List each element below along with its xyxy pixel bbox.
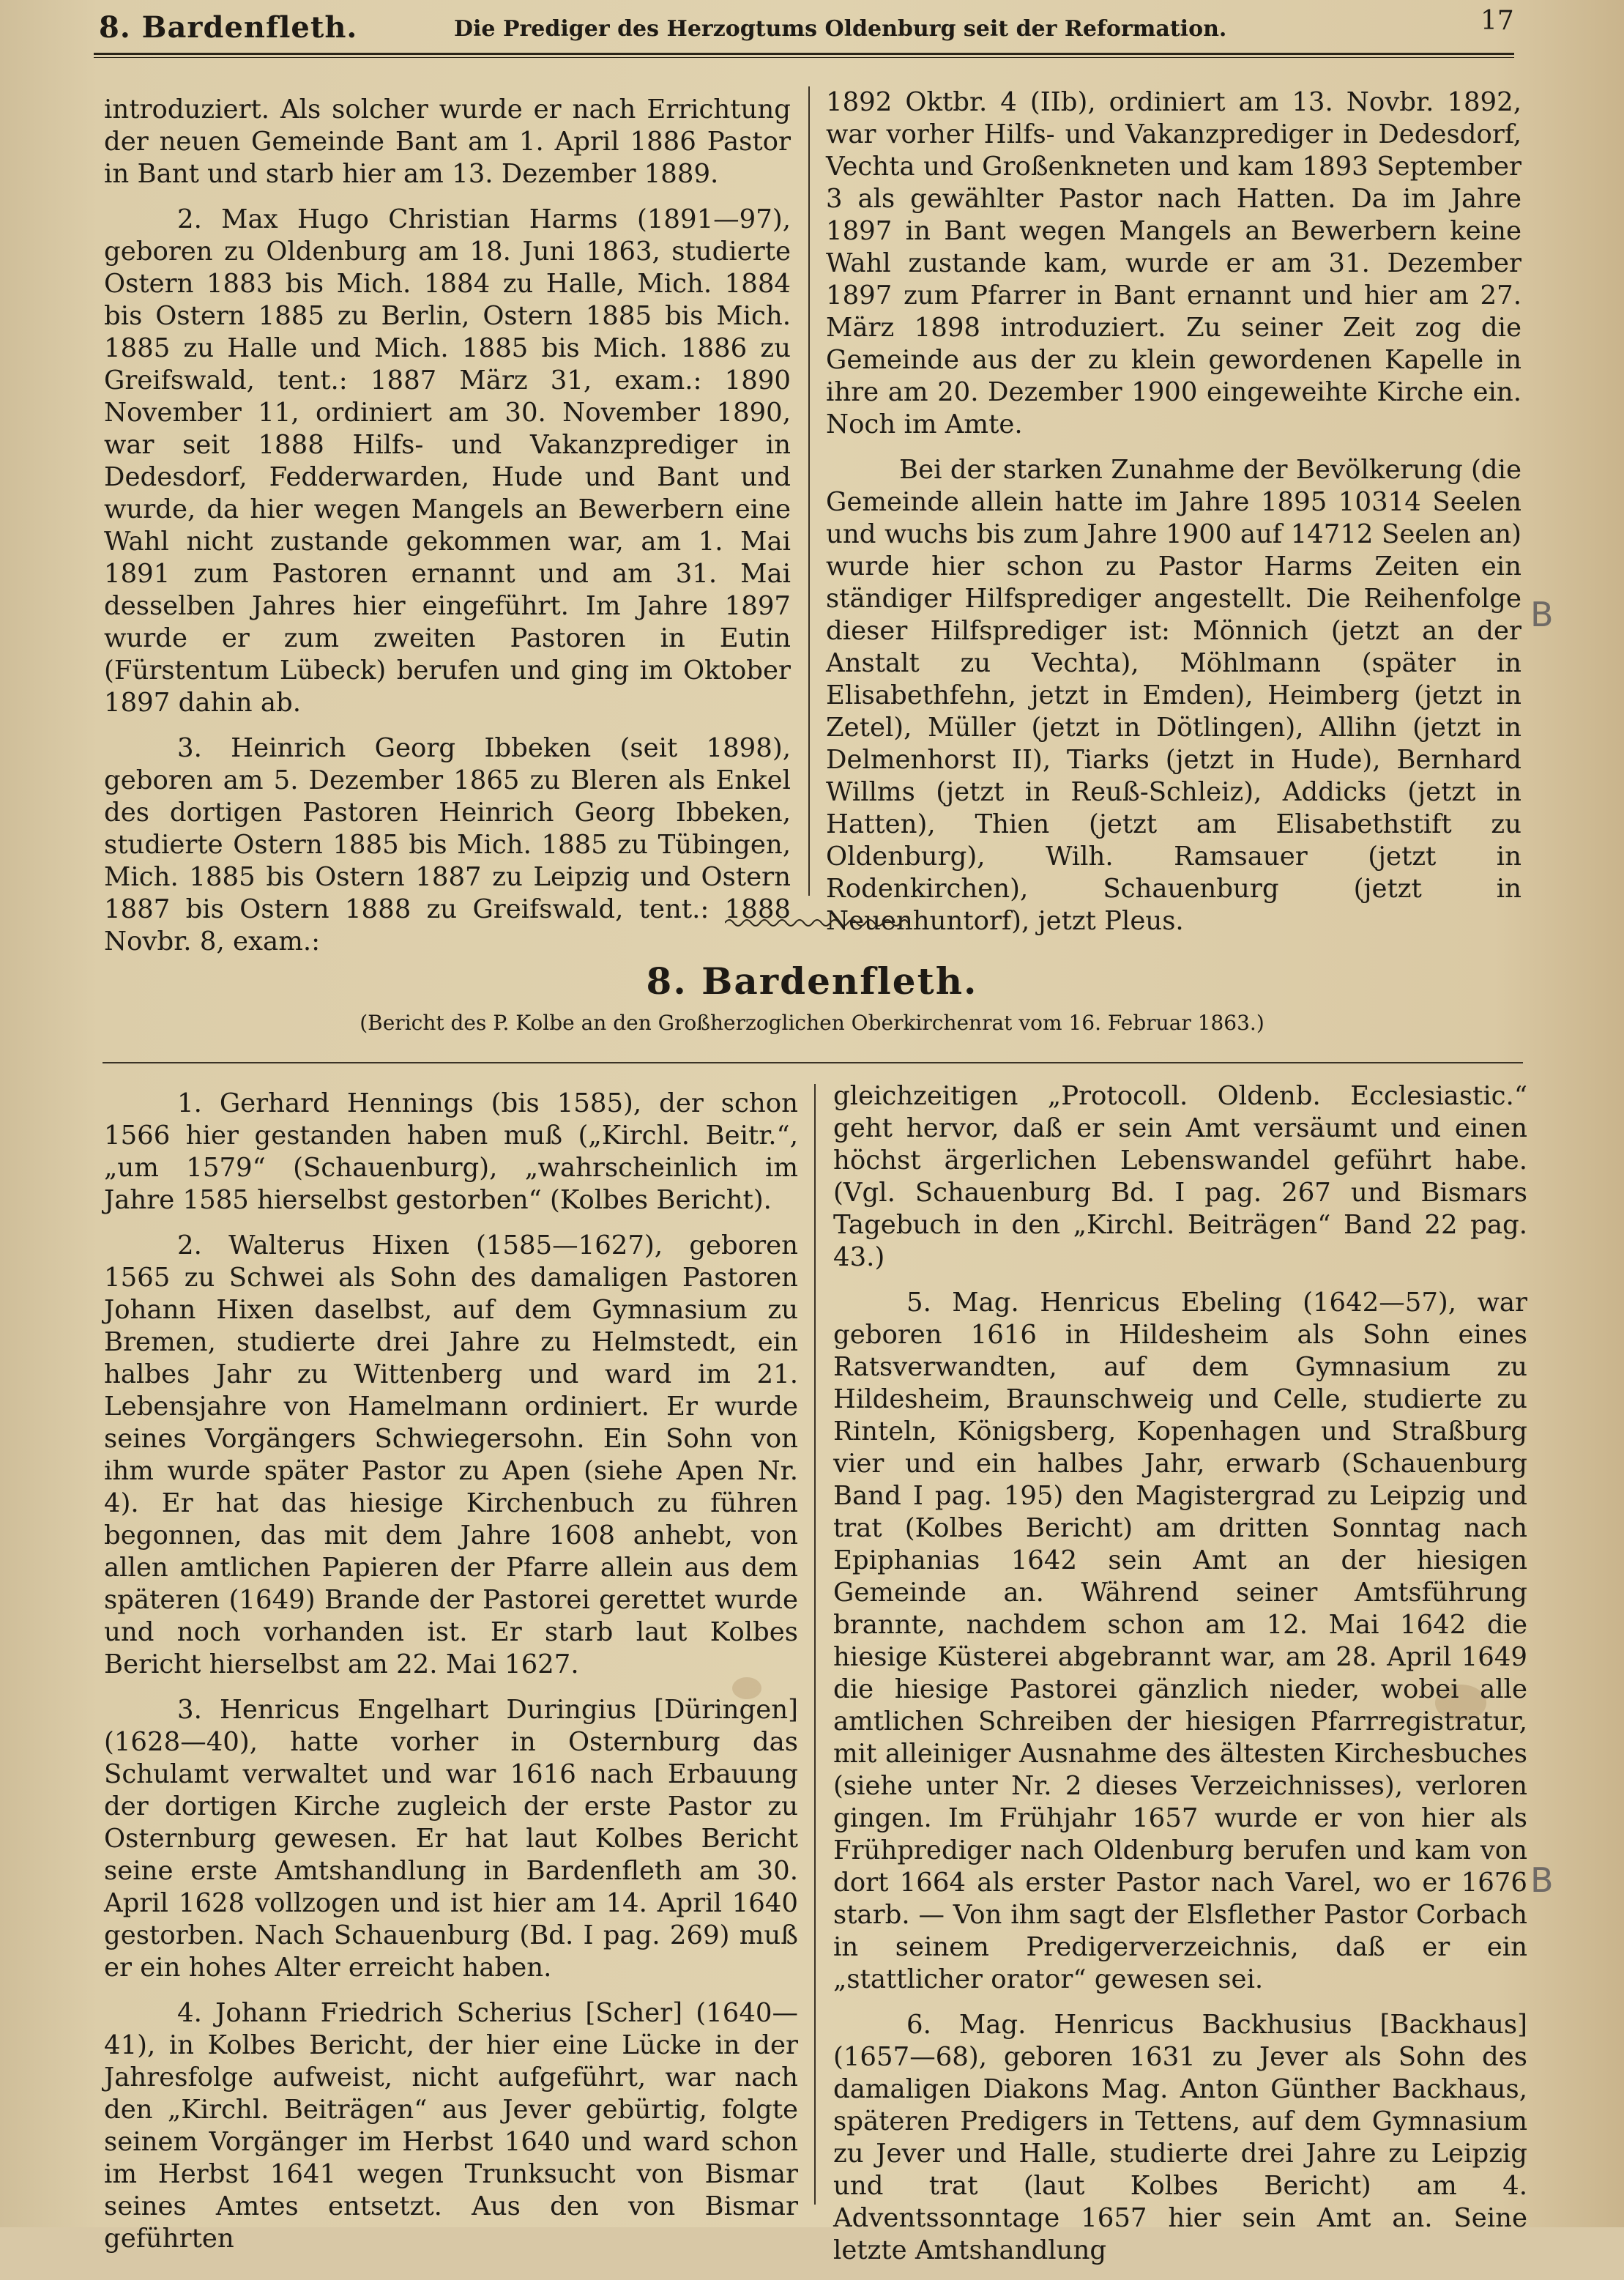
paragraph: gleichzeitigen „Protocoll. Oldenb. Ecclesiastic.“ geht hervor, daß er sein Amt versäumt und einen höchst ärgerlichen Lebenswandel geführt habe. (Vgl. Schauenburg Bd. I pag. 267 und Bismars Tagebuch in den „Kirchl. Beiträgen“ Band 22 pag. 43.) [833,1081,1527,1272]
bottom-column-left [104,1088,798,2268]
section-title: 8. Bardenfleth. [646,959,978,1003]
paragraph: 5. Mag. Henricus Ebeling (1642—57), war geboren 1616 in Hildesheim als Sohn eines Ratsverwandten, auf dem Gymnasium zu Hildesheim, Braunschweig und Celle, studierte zu Rinteln, Königsberg, Kopenhagen und Straßburg vier und ein halbes Jahr, erwarb (Schauenburg Band I pag. 195) den Magistergrad zu Leipzig und trat (Kolbes Bericht) am dritten Sonntag nach Epiphanias 1642 sein Amt an der hiesigen Gemeinde an. Während seiner Amtsführung brannte, nachdem schon am 12. Mai 1642 die hiesige Küsterei abgebrannt war, am 28. April 1649 die hiesige Pastorei gänzlich nieder, wobei alle amtlichen Schreiben der hiesigen Pfarrregistratur, mit alleiniger Ausnahme des ältesten Kirchesbuches (siehe unter Nr. 2 dieses Verzeichnisses), verloren gingen. Im Frühjahr 1657 wurde er von hier als Frühprediger nach Oldenburg berufen und kam von dort 1664 als erster Pastor nach Varel, wo er 1676 starb. — Von ihm sagt der Elsflether Pastor Corbach in seinem Predigerverzeichnis, daß er ein „stattlicher orator“ gewesen sei. [833,1288,1527,1994]
top-column-right [826,86,1521,951]
paragraph: 3. Henricus Engelhart Duringius [Düringen] (1628—40), hatte vorher in Osternburg das Schulamt verwaltet und war 1616 nach Erbauung der dortigen Kirche zugleich der erste Pastor zu Osternburg gewesen. Er hat laut Kolbes Bericht seine erste Amtshandlung in Bardenfleth am 30. April 1628 vollzogen und ist hier am 14. April 1640 gestorben. Nach Schauenburg (Bd. I pag. 269) muß er ein hohes Alter erreicht haben. [104,1695,798,1983]
header-rule [94,53,1514,55]
header-center: Die Prediger des Herzogtums Oldenburg seit der Reformation. [454,16,1227,42]
paragraph: 6. Mag. Henricus Backhusius [Backhaus] (1657—68), geboren 1631 zu Jever als Sohn des damaligen Diakons Mag. Anton Günther Backhaus, späteren Predigers in Tettens, auf dem Gymnasium zu Jever und Halle, studierte drei Jahre zu Leipzig und trat (laut Kolbes Bericht) am 4. Adventssonntage 1657 hier sein Amt an. Seine letzte Amtshandlung [833,2010,1527,2265]
paragraph: 4. Johann Friedrich Scherius [Scher] (1640—41), in Kolbes Bericht, der hier eine Lücke in der Jahresfolge aufweist, nicht aufgeführt, war nach den „Kirchl. Beiträgen“ aus Jever gebürtig, folgte seinem Vorgänger im Herbst 1640 und ward schon im Herbst 1641 wegen Trunksucht von Bismar seines Amtes entsetzt. Aus den von Bismar geführten [104,1998,798,2254]
page-number: 17 [1480,6,1514,36]
header-left: 8. Bardenfleth. [99,10,358,45]
header-rule-thin [94,57,1514,58]
paragraph: 2. Max Hugo Christian Harms (1891—97), geboren zu Oldenburg am 18. Juni 1863, studierte Ostern 1883 bis Mich. 1884 zu Halle, Mich. 1884 bis Ostern 1885 zu Berlin, Ostern 1885 bis Mich. 1885 zu Halle und Mich. 1885 bis Mich. 1886 zu Greifswald, tent.: 1887 März 31, exam.: 1890 November 11, ordiniert am 30. November 1890, war seit 1888 Hilfs- und Vakanzprediger in Dedesdorf, Fedderwarden, Hude und Bant und wurde, da hier wegen Mangels an Bewerbern eine Wahl nicht zustande gekommen war, am 1. Mai 1891 zum Pastoren ernannt und am 31. Mai desselben Jahres hier eingeführt. Im Jahre 1897 wurde er zum zweiten Pastoren in Eutin (Fürstentum Lübeck) berufen und ging im Oktober 1897 dahin ab. [104,204,791,718]
bottom-column-right [833,1080,1527,2280]
paragraph: Bei der starken Zunahme der Bevölkerung (die Gemeinde allein hatte im Jahre 1895 10314 Seelen und wuchs bis zum Jahre 1900 auf 14712 Seelen an) wurde hier schon zu Pastor Harms Zeiten ein ständiger Hilfsprediger angestellt. Die Reihenfolge dieser Hilfsprediger ist: Mönnich (jetzt an der Anstalt zu Vechta), Möhlmann (später in Elisabethfehn, jetzt in Emden), Heimberg (jetzt in Zetel), Müller (jetzt in Dötlingen), Allihn (jetzt in Delmenhorst II), Tiarks (jetzt in Hude), Bernhard Willms (jetzt in Reuß-Schleiz), Addicks (jetzt in Hatten), Thien (jetzt am Elisabethstift zu Oldenburg), Wilh. Ramsauer (jetzt in Rodenkirchen), Schauenburg (jetzt in Neuenhuntorf), jetzt Pleus. [826,455,1521,936]
pencil-mark: B [1530,1860,1554,1900]
paragraph: introduziert. Als solcher wurde er nach Errichtung der neuen Gemeinde Bant am 1. April 1886 Pastor in Bant und starb hier am 13. Dezember 1889. [104,94,791,189]
section-subtitle: (Bericht des P. Kolbe an den Großherzoglichen Oberkirchenrat vom 16. Februar 1863.) [360,1011,1264,1035]
top-column-left [104,94,791,971]
section-ornament [725,916,908,930]
paragraph: 2. Walterus Hixen (1585—1627), geboren 1565 zu Schwei als Sohn des damaligen Pastoren Johann Hixen daselbst, auf dem Gymnasium zu Bremen, studierte drei Jahre zu Helmstedt, ein halbes Jahr zu Wittenberg und ward im 21. Lebensjahre von Hamelmann ordiniert. Er wurde seines Vorgängers Schwiegersohn. Ein Sohn von ihm wurde später Pastor zu Apen (siehe Apen Nr. 4). Er hat das hiesige Kirchenbuch zu führen begonnen, das mit dem Jahre 1608 anhebt, von allen amtlichen Papieren der Pfarre allein aus dem späteren (1649) Brande der Pastorei gerettet wurde und noch vorhanden ist. Er starb laut Kolbes Bericht hierselbst am 22. Mai 1627. [104,1230,798,1679]
paragraph: 1892 Oktbr. 4 (IIb), ordiniert am 13. Novbr. 1892, war vorher Hilfs- und Vakanzprediger in Dedesdorf, Vechta und Großenkneten und kam 1893 September 3 als gewählter Pastor nach Hatten. Da im Jahre 1897 in Bant wegen Mangels an Bewerbern keine Wahl zustande kam, wurde er am 31. Dezember 1897 zum Pfarrer in Bant ernannt und hier am 27. März 1898 introduziert. Zu seiner Zeit zog die Gemeinde aus der zu klein gewordenen Kapelle in ihre am 20. Dezember 1900 eingeweihte Kirche ein. Noch im Amte. [826,87,1521,439]
section-rule [103,1062,1523,1063]
column-divider [808,86,810,896]
paragraph: 3. Heinrich Georg Ibbeken (seit 1898), geboren am 5. Dezember 1865 zu Bleren als Enkel des dortigen Pastoren Heinrich Georg Ibbeken, studierte Ostern 1885 bis Mich. 1885 zu Tübingen, Mich. 1885 bis Ostern 1887 zu Leipzig und Ostern 1887 bis Ostern 1888 zu Greifswald, tent.: 1888 Novbr. 8, exam.: [104,733,791,957]
pencil-mark: B [1530,595,1554,634]
paragraph: 1. Gerhard Hennings (bis 1585), der schon 1566 hier gestanden haben muß („Kirchl. Beitr.“, „um 1579“ (Schauenburg), „wahrscheinlich im Jahre 1585 hierselbst gestorben“ (Kolbes Bericht). [104,1088,798,1215]
column-divider [814,1084,816,2205]
